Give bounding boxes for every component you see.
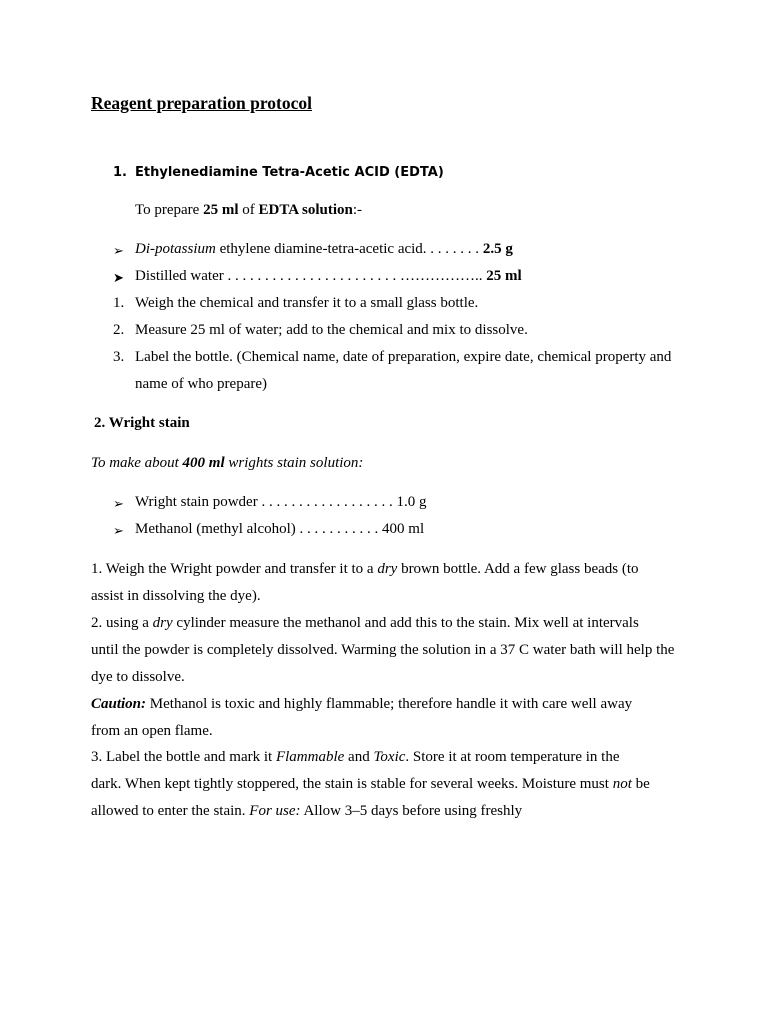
edta-intro: [135, 203, 362, 218]
text-run: ethylene diamine-tetra-acetic acid. . . . . . . .: [215, 241, 483, 257]
text-run: brown bottle. Add a few glass beads (to: [397, 561, 639, 577]
text-run: wrights stain solution:: [224, 455, 364, 471]
section-1-title: Ethylenediamine Tetra-Acetic ACID (EDTA): [135, 165, 444, 180]
text-run: dry: [152, 615, 173, 631]
paragraph-line: [91, 562, 639, 577]
text-run: 25 ml: [486, 268, 522, 284]
paragraph-line: from an open flame.: [91, 723, 213, 739]
text-run: cylinder measure the methanol and add this to the stain. Mix well at intervals: [172, 615, 639, 631]
paragraph-line: dye to dissolve.: [91, 669, 185, 685]
arrow-bullet-icon: ➢: [113, 496, 124, 511]
arrow-bullet-icon: ➢: [113, 523, 124, 538]
paragraph-line: [91, 804, 522, 819]
step-text-continued: name of who prepare): [135, 376, 268, 392]
text-run: . Store it at room temperature in the: [405, 749, 620, 765]
text-run: 1. Weigh the Wright powder and transfer it to a: [91, 561, 378, 577]
step-number: 3.: [113, 349, 125, 365]
arrow-bullet-icon: ➤: [113, 270, 124, 285]
section-2-heading: 2. Wright stain: [94, 415, 190, 431]
text-run: not: [612, 776, 632, 792]
section-1-number: 1.: [113, 165, 127, 180]
paragraph-line: [91, 777, 650, 792]
text-run: allowed to enter the stain.: [91, 803, 250, 819]
text-run: Distilled water . . . . . . . . . . . . . . . . . . . . . . . ……………..: [135, 268, 487, 284]
text-run: For use:: [249, 803, 301, 819]
step-text: Label the bottle. (Chemical name, date of preparation, expire date, chemical property and: [135, 349, 672, 365]
caution-line: [91, 697, 632, 712]
caution-label: Caution:: [91, 696, 147, 712]
paragraph-line: [91, 750, 620, 765]
text-run: 25 ml: [203, 202, 239, 218]
text-run: Di-potassium: [135, 241, 216, 257]
text-run: Flammable: [275, 749, 345, 765]
text-run: 3. Label the bottle and mark it: [91, 749, 276, 765]
text-run: and: [344, 749, 374, 765]
step-number: 1.: [113, 295, 125, 311]
section-1-heading: [113, 166, 444, 179]
wright-intro: [91, 456, 363, 471]
text-run: be: [631, 776, 650, 792]
step-text: Measure 25 ml of water; add to the chemical and mix to dissolve.: [135, 322, 528, 338]
wright-ingredient-2: Methanol (methyl alcohol) . . . . . . . . . . . 400 ml: [135, 521, 425, 537]
text-run: Methanol is toxic and highly flammable; therefore handle it with care well away: [146, 696, 633, 712]
text-run: To make about: [91, 455, 183, 471]
wright-ingredient-1: Wright stain powder . . . . . . . . . . . . . . . . . . 1.0 g: [135, 494, 427, 510]
text-run: Toxic: [373, 749, 406, 765]
text-run: Allow 3–5 days before using freshly: [300, 803, 523, 819]
text-run: of: [238, 202, 259, 218]
arrow-bullet-icon: ➢: [113, 243, 124, 258]
paragraph-line: until the powder is completely dissolved. Warming the solution in a 37 C water bath will help the: [91, 642, 675, 658]
paragraph-line: assist in dissolving the dye).: [91, 588, 261, 604]
text-run: dry: [377, 561, 398, 577]
paragraph-line: [91, 616, 639, 631]
edta-ingredient-2: [135, 269, 522, 284]
step-text: Weigh the chemical and transfer it to a small glass bottle.: [135, 295, 479, 311]
text-run: 2.5 g: [482, 241, 513, 257]
text-run: :-: [352, 202, 363, 218]
edta-ingredient-1: [135, 242, 513, 257]
text-run: 2. using a: [91, 615, 153, 631]
step-number: 2.: [113, 322, 125, 338]
text-run: 400 ml: [182, 455, 225, 471]
page-title: Reagent preparation protocol: [91, 93, 312, 113]
text-run: dark. When kept tightly stoppered, the stain is stable for several weeks. Moisture must: [91, 776, 613, 792]
text-run: To prepare: [135, 202, 204, 218]
text-run: EDTA solution: [258, 202, 353, 218]
